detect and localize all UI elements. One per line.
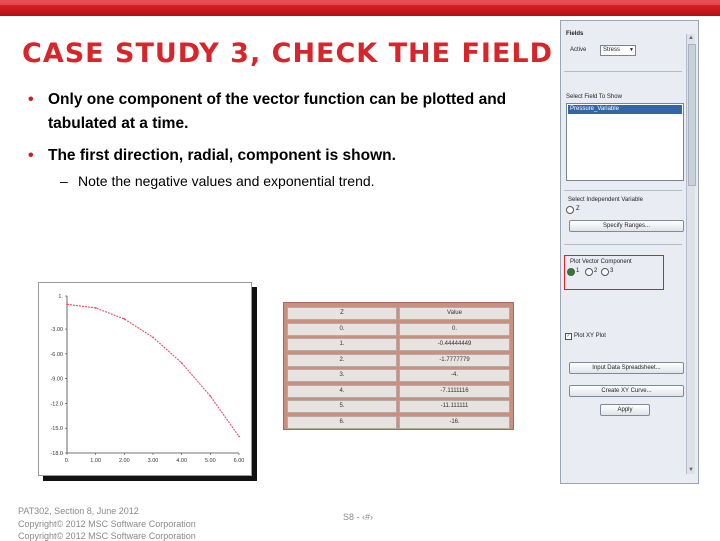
independent-var-radio[interactable] — [566, 206, 574, 214]
x-tick-label: 6.00 — [233, 458, 245, 464]
plot-xy-checkbox[interactable]: ✓ — [566, 333, 571, 339]
data-point — [181, 362, 183, 364]
slide-title: CASE STUDY 3, CHECK THE FIELD — [22, 38, 554, 69]
data-point — [95, 307, 97, 309]
page-number: S8 - ‹#› — [343, 512, 374, 522]
bullet-marker: • — [28, 147, 34, 164]
xy-plot — [38, 282, 252, 476]
table-header-cell: Value — [399, 307, 510, 320]
x-tick-label: 5.00 — [204, 458, 216, 464]
input-data-spreadsheet-button[interactable]: Input Data Spreadsheet... — [569, 362, 684, 374]
apply-button[interactable]: Apply — [600, 404, 650, 416]
active-select-value: Stress — [603, 47, 621, 53]
scroll-down-arrow-icon[interactable]: ▼ — [688, 467, 694, 473]
table-header-row — [287, 306, 510, 319]
table-row — [287, 353, 510, 366]
table-cell: 3. — [287, 369, 397, 382]
data-point — [152, 336, 154, 338]
data-point — [209, 395, 211, 397]
y-tick-label: -9.00 — [50, 376, 63, 383]
chevron-down-icon: ▼ — [629, 47, 634, 53]
y-tick-label: -12.0 — [50, 401, 63, 408]
dash-marker: – — [60, 173, 68, 189]
field-list[interactable] — [566, 103, 684, 181]
table-cell: -16. — [399, 416, 510, 429]
data-point — [66, 303, 68, 305]
xy-plot-svg — [39, 283, 251, 475]
table-cell: 2. — [287, 354, 397, 367]
x-tick-label: 3.00 — [147, 458, 159, 464]
footer-copyright: Copyright© 2012 MSC Software Corporation — [18, 519, 196, 529]
y-tick-label: -3.00 — [50, 327, 63, 334]
radio-component-3[interactable] — [601, 268, 609, 276]
radio-component-1[interactable] — [567, 268, 575, 276]
table-cell: -7.1111116 — [399, 385, 510, 398]
table-row — [287, 399, 510, 412]
table-row — [287, 415, 510, 428]
x-tick-label: 4.00 — [176, 458, 188, 464]
top-banner-gloss — [0, 0, 720, 5]
y-tick-label: 1. — [58, 294, 63, 300]
radio-1-label: 1 — [576, 268, 580, 274]
active-label: Active — [570, 47, 587, 53]
series-line — [67, 304, 239, 436]
divider — [564, 244, 682, 245]
table-row — [287, 384, 510, 397]
table-cell: -4. — [399, 369, 510, 382]
scroll-up-arrow-icon[interactable]: ▲ — [688, 35, 694, 41]
plot-xy-label: Plot XY Plot — [574, 333, 606, 339]
data-table — [283, 302, 514, 430]
table-cell: -11.111111 — [399, 400, 510, 413]
y-tick-label: -18.0 — [50, 451, 63, 457]
y-tick-label: -15.0 — [50, 426, 63, 433]
table-cell: 4. — [287, 385, 397, 398]
active-select[interactable] — [600, 45, 636, 56]
x-tick-label: 1.00 — [90, 458, 102, 464]
field-list-item-selected[interactable]: Pressure_Variable — [568, 105, 682, 114]
table-row — [287, 322, 510, 335]
bullet-marker: • — [28, 91, 34, 108]
x-tick-label: 2.00 — [118, 458, 130, 464]
plot-vector-label: Plot Vector Component — [570, 259, 632, 265]
table-cell: 5. — [287, 400, 397, 413]
independent-var-label: Select Independent Variable — [568, 197, 643, 203]
bullet-2-text: The first direction, radial, component is shown. — [48, 147, 396, 164]
radio-component-2[interactable] — [585, 268, 593, 276]
table-header-cell: Z — [287, 307, 397, 320]
table-cell: 1. — [287, 338, 397, 351]
table-cell: -1.7777779 — [399, 354, 510, 367]
data-point — [123, 318, 125, 320]
table-row — [287, 337, 510, 350]
radio-3-label: 3 — [610, 268, 614, 274]
data-point — [238, 436, 240, 438]
y-tick-label: -6.00 — [50, 351, 63, 358]
footer-copyright-2: Copyright© 2012 MSC Software Corporation — [18, 531, 196, 541]
select-field-label: Select Field To Show — [566, 94, 622, 100]
independent-var-option: Z — [576, 206, 580, 212]
fields-label: Fields — [566, 31, 584, 37]
table-cell: 6. — [287, 416, 397, 429]
divider — [564, 190, 682, 191]
divider — [564, 71, 682, 72]
table-cell: -0.44444449 — [399, 338, 510, 351]
specify-ranges-button[interactable]: Specify Ranges... — [569, 220, 684, 232]
x-tick-label: 0. — [64, 458, 70, 464]
create-xy-curve-button[interactable]: Create XY Curve... — [569, 385, 684, 397]
table-cell: 0. — [287, 323, 397, 336]
footer-course: PAT302, Section 8, June 2012 — [18, 506, 139, 516]
sub-bullet-text: Note the negative values and exponential trend. — [78, 173, 375, 189]
bullet-1-text: Only one component of the vector function can be plotted and tabulated at a time. — [48, 91, 507, 132]
top-banner — [0, 0, 720, 16]
panel-scrollbar[interactable] — [686, 34, 695, 474]
radio-2-label: 2 — [594, 268, 598, 274]
table-cell: 0. — [399, 323, 510, 336]
scroll-thumb[interactable] — [688, 44, 696, 186]
table-row — [287, 368, 510, 381]
